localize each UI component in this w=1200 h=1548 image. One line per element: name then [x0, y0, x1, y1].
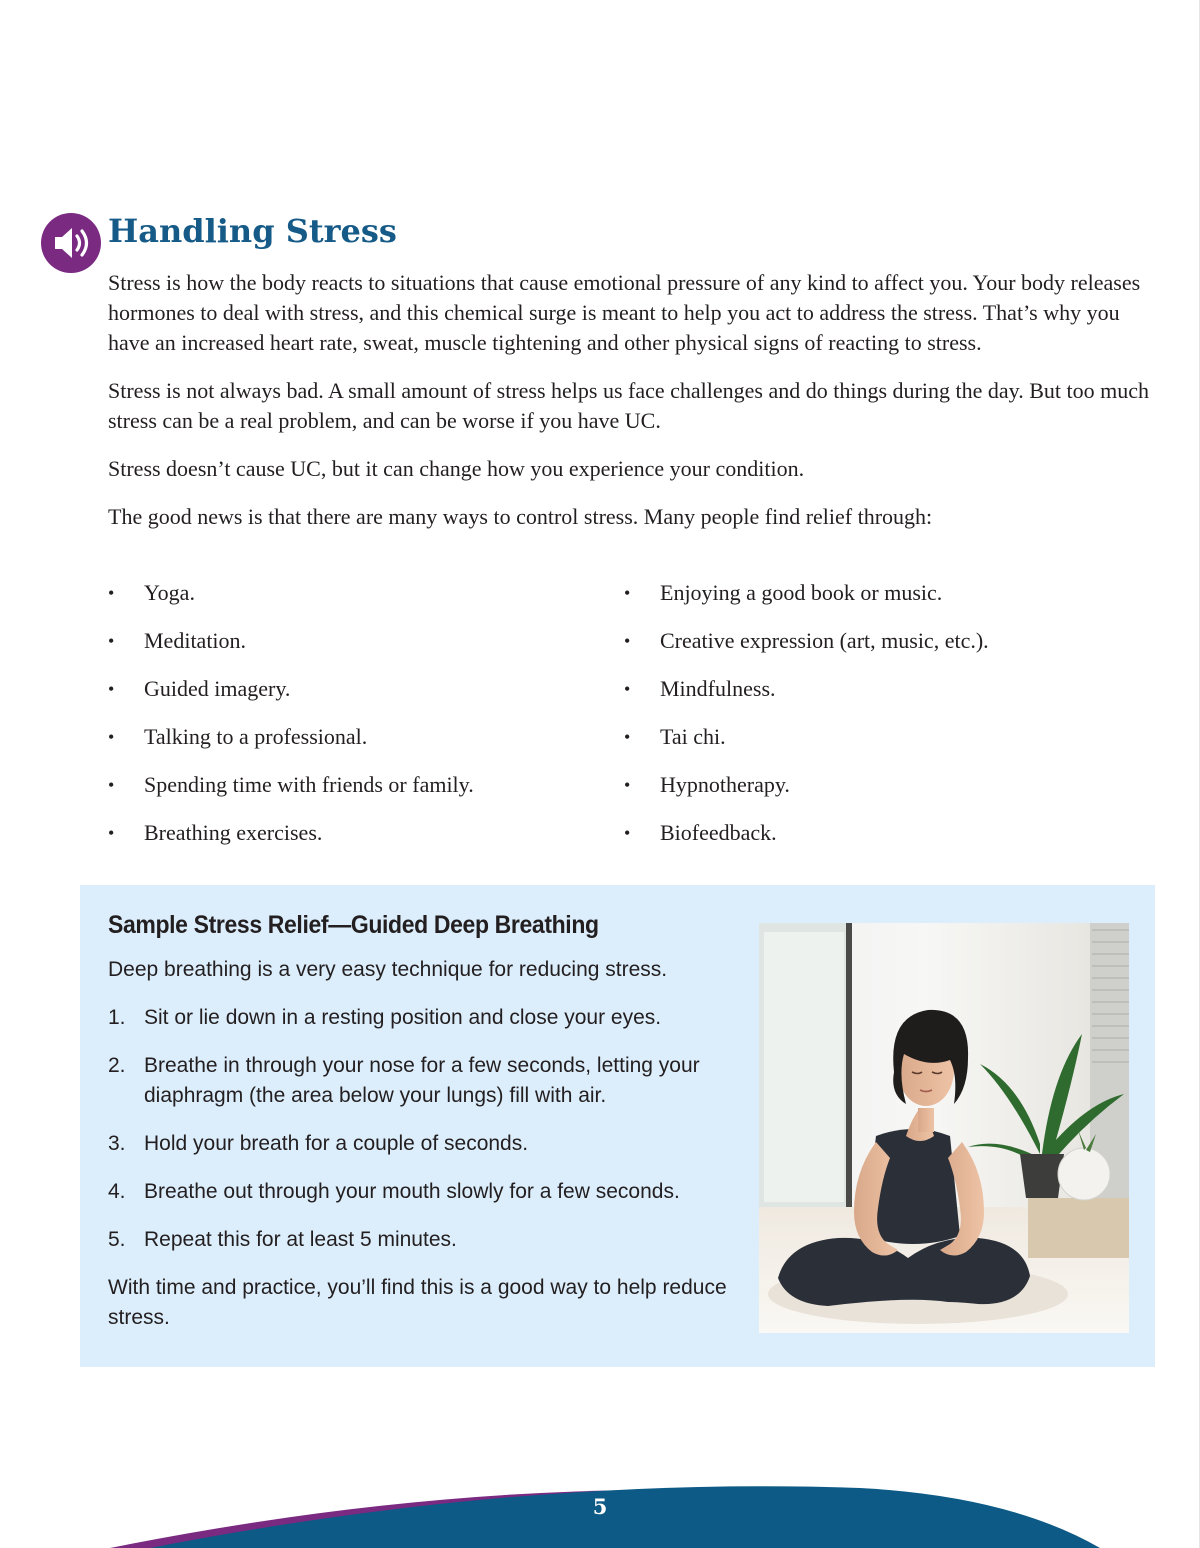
- step-number: 1.: [108, 1006, 126, 1029]
- list-item: [108, 626, 608, 674]
- step-text: Breathe out through your mouth slowly for a few seconds.: [144, 1180, 680, 1203]
- list-item: [624, 674, 1144, 722]
- page-title: Handling Stress: [108, 212, 397, 250]
- paragraph: Stress is not always bad. A small amount of stress helps us face challenges and do things during the day. But too much stress can be a real problem, and can be worse if you have UC.: [108, 378, 1149, 433]
- bullet-icon: •: [108, 679, 115, 699]
- bullet-icon: •: [108, 727, 115, 747]
- bullet-icon: •: [624, 727, 631, 747]
- step-number: 2.: [108, 1054, 126, 1077]
- paragraph: Stress doesn’t cause UC, but it can change how you experience your condition.: [108, 456, 805, 481]
- list-item-text: Biofeedback.: [660, 820, 777, 845]
- breathing-steps: [108, 1003, 728, 1255]
- step-item: [108, 1177, 728, 1207]
- bullet-icon: •: [624, 631, 631, 651]
- bullet-icon: •: [624, 679, 631, 699]
- bullet-icon: •: [108, 823, 115, 843]
- step-text: Breathe in through your nose for a few seconds, letting your diaphragm (the area below your lungs) fill with air.: [144, 1054, 700, 1107]
- bullet-icon: •: [108, 631, 115, 651]
- bullet-icon: •: [624, 823, 631, 843]
- page-number: 5: [592, 1494, 608, 1519]
- list-item: [624, 626, 1144, 674]
- step-number: 5.: [108, 1228, 126, 1251]
- list-item: [108, 722, 608, 770]
- list-item-text: Enjoying a good book or music.: [660, 580, 943, 605]
- list-item-text: Tai chi.: [660, 724, 726, 749]
- list-item: [624, 578, 1144, 626]
- step-item: [108, 1003, 728, 1033]
- step-text: Repeat this for at least 5 minutes.: [144, 1228, 457, 1251]
- bullet-icon: •: [624, 775, 631, 795]
- step-item: [108, 1051, 728, 1111]
- list-item-text: Talking to a professional.: [144, 724, 368, 749]
- list-item-text: Creative expression (art, music, etc.).: [660, 628, 989, 653]
- list-item-text: Yoga.: [144, 580, 195, 605]
- bullet-icon: •: [624, 583, 631, 603]
- list-item-text: Breathing exercises.: [144, 820, 323, 845]
- list-item: [108, 578, 608, 626]
- intro-text: [108, 268, 1158, 550]
- list-item: [624, 818, 1144, 866]
- step-number: 4.: [108, 1180, 126, 1203]
- list-item: [108, 674, 608, 722]
- step-item: [108, 1225, 728, 1255]
- list-item-text: Hypnotherapy.: [660, 772, 790, 797]
- step-text: Sit or lie down in a resting position and close your eyes.: [144, 1006, 662, 1029]
- callout-title: Sample Stress Relief—Guided Deep Breathing: [108, 911, 599, 939]
- list-item: [108, 770, 608, 818]
- relief-list-right: [624, 578, 1144, 866]
- step-text: Hold your breath for a couple of seconds.: [144, 1132, 529, 1155]
- list-item-text: Spending time with friends or family.: [144, 772, 474, 797]
- speaker-icon[interactable]: [40, 212, 102, 274]
- list-item-text: Guided imagery.: [144, 676, 291, 701]
- breathing-callout: [80, 885, 1155, 1367]
- relief-list-left: [108, 578, 608, 866]
- meditation-photo: [758, 922, 1130, 1334]
- list-item: [108, 818, 608, 866]
- list-item-text: Mindfulness.: [660, 676, 776, 701]
- list-item-text: Meditation.: [144, 628, 247, 653]
- callout-text: [108, 905, 728, 1333]
- list-item: [624, 770, 1144, 818]
- list-item: [624, 722, 1144, 770]
- step-item: [108, 1129, 728, 1159]
- bullet-icon: •: [108, 775, 115, 795]
- bullet-icon: •: [108, 583, 115, 603]
- paragraph: The good news is that there are many ways to control stress. Many people find relief through:: [108, 504, 933, 529]
- paragraph: Stress is how the body reacts to situations that cause emotional pressure of any kind to affect you. Your body releases hormones to deal with stress, and this chemical surge is meant to help you act to address the stress. That’s why you have an increased heart rate, sweat, muscle tightening and other physical signs of reacting to stress.: [108, 270, 1141, 355]
- callout-intro: Deep breathing is a very easy technique for reducing stress.: [108, 958, 668, 981]
- step-number: 3.: [108, 1132, 126, 1155]
- callout-outro: With time and practice, you’ll find this is a good way to help reduce stress.: [108, 1276, 727, 1329]
